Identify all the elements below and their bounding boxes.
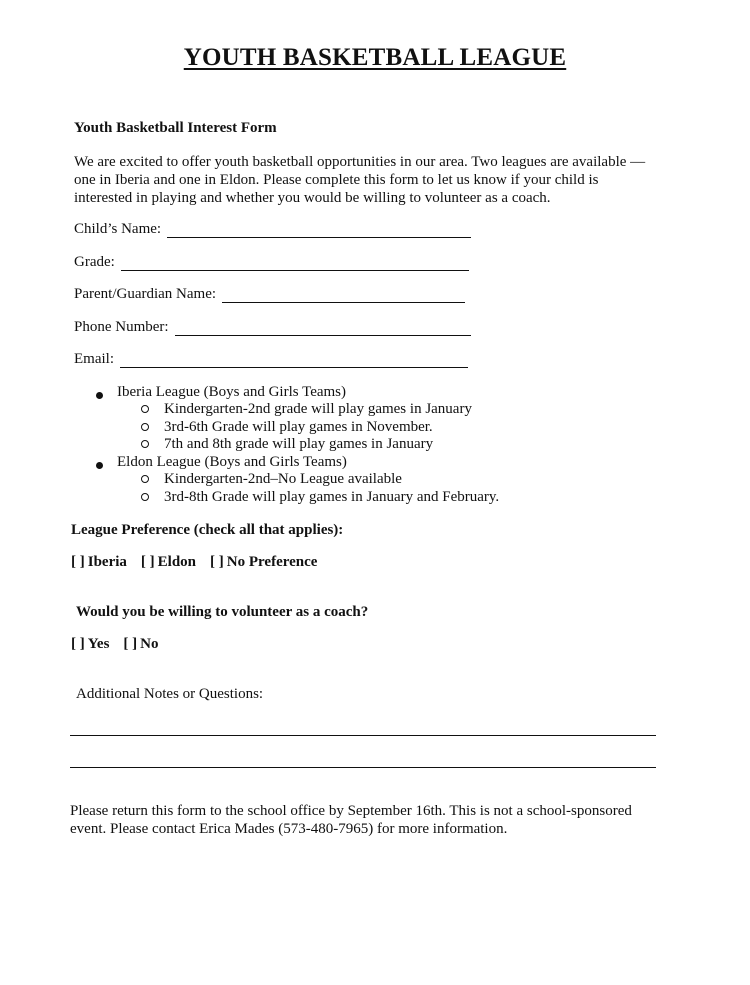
volunteer-options: [71, 636, 173, 653]
form-title: Youth Basketball Interest Form: [74, 120, 277, 136]
eldon-subitem: 3rd-8th Grade will play games in January and February.: [164, 489, 500, 505]
footer-note: [70, 802, 632, 838]
phone-field: [74, 319, 471, 336]
iberia-option-label: Iberia: [87, 554, 127, 570]
parent-name-input-line[interactable]: [222, 287, 465, 303]
circle-bullet-icon: [141, 475, 149, 483]
circle-bullet-icon: [141, 423, 149, 431]
notes-label: Additional Notes or Questions:: [76, 686, 264, 702]
iberia-subitem: Kindergarten-2nd grade will play games in January: [164, 401, 472, 417]
iberia-league-item: Iberia League (Boys and Girls Teams): [117, 384, 347, 400]
child-name-label: Child’s Name:: [74, 221, 162, 237]
bullet-icon: [96, 392, 103, 399]
parent-name-label: Parent/Guardian Name:: [74, 286, 217, 302]
email-label: Email:: [74, 351, 114, 367]
grade-field: [74, 254, 469, 271]
circle-bullet-icon: [141, 493, 149, 501]
circle-bullet-icon: [141, 405, 149, 413]
notes-line[interactable]: [70, 767, 656, 768]
intro-line: We are excited to offer youth basketball opportunities in our area. Two leagues are available —: [74, 154, 646, 170]
phone-label: Phone Number:: [74, 319, 169, 335]
footer-line: Please return this form to the school office by September 16th. This is not a school-sponsored: [70, 803, 632, 819]
intro-paragraph: [74, 153, 674, 207]
intro-line: interested in playing and whether you would be willing to volunteer as a coach.: [74, 190, 551, 206]
eldon-option-label: Eldon: [157, 554, 197, 570]
notes-line[interactable]: [70, 735, 656, 736]
league-preference-heading: League Preference (check all that applies):: [71, 522, 344, 538]
no-checkbox[interactable]: [ ]: [123, 636, 138, 652]
iberia-subitem: 3rd-6th Grade will play games in November.: [164, 419, 433, 435]
iberia-checkbox[interactable]: [ ]: [71, 554, 85, 570]
email-input-line[interactable]: [120, 352, 468, 368]
footer-line: event. Please contact Erica Mades (573-480-7965) for more information.: [70, 821, 508, 837]
child-name-field: [74, 221, 471, 238]
child-name-input-line[interactable]: [167, 222, 471, 238]
no-preference-checkbox[interactable]: [ ]: [210, 554, 224, 570]
phone-input-line[interactable]: [175, 320, 471, 336]
grade-input-line[interactable]: [121, 255, 469, 271]
circle-bullet-icon: [141, 440, 149, 448]
no-option-label: No: [140, 636, 159, 652]
yes-option-label: Yes: [87, 636, 110, 652]
iberia-subitem: 7th and 8th grade will play games in January: [164, 436, 434, 452]
eldon-checkbox[interactable]: [ ]: [140, 554, 155, 570]
eldon-league-item: Eldon League (Boys and Girls Teams): [117, 454, 347, 470]
bullet-icon: [96, 462, 103, 469]
eldon-subitem: Kindergarten-2nd–No League available: [164, 471, 402, 487]
email-field: [74, 351, 468, 368]
volunteer-heading: Would you be willing to volunteer as a coach?: [76, 604, 369, 620]
yes-checkbox[interactable]: [ ]: [71, 636, 85, 652]
no-preference-option-label: No Preference: [226, 554, 318, 570]
parent-name-field: [74, 286, 465, 303]
intro-line: one in Iberia and one in Eldon. Please complete this form to let us know if your child is: [74, 172, 599, 188]
league-preference-options: [71, 554, 331, 571]
page-title: YOUTH BASKETBALL LEAGUE: [183, 44, 567, 71]
grade-label: Grade:: [74, 254, 115, 270]
